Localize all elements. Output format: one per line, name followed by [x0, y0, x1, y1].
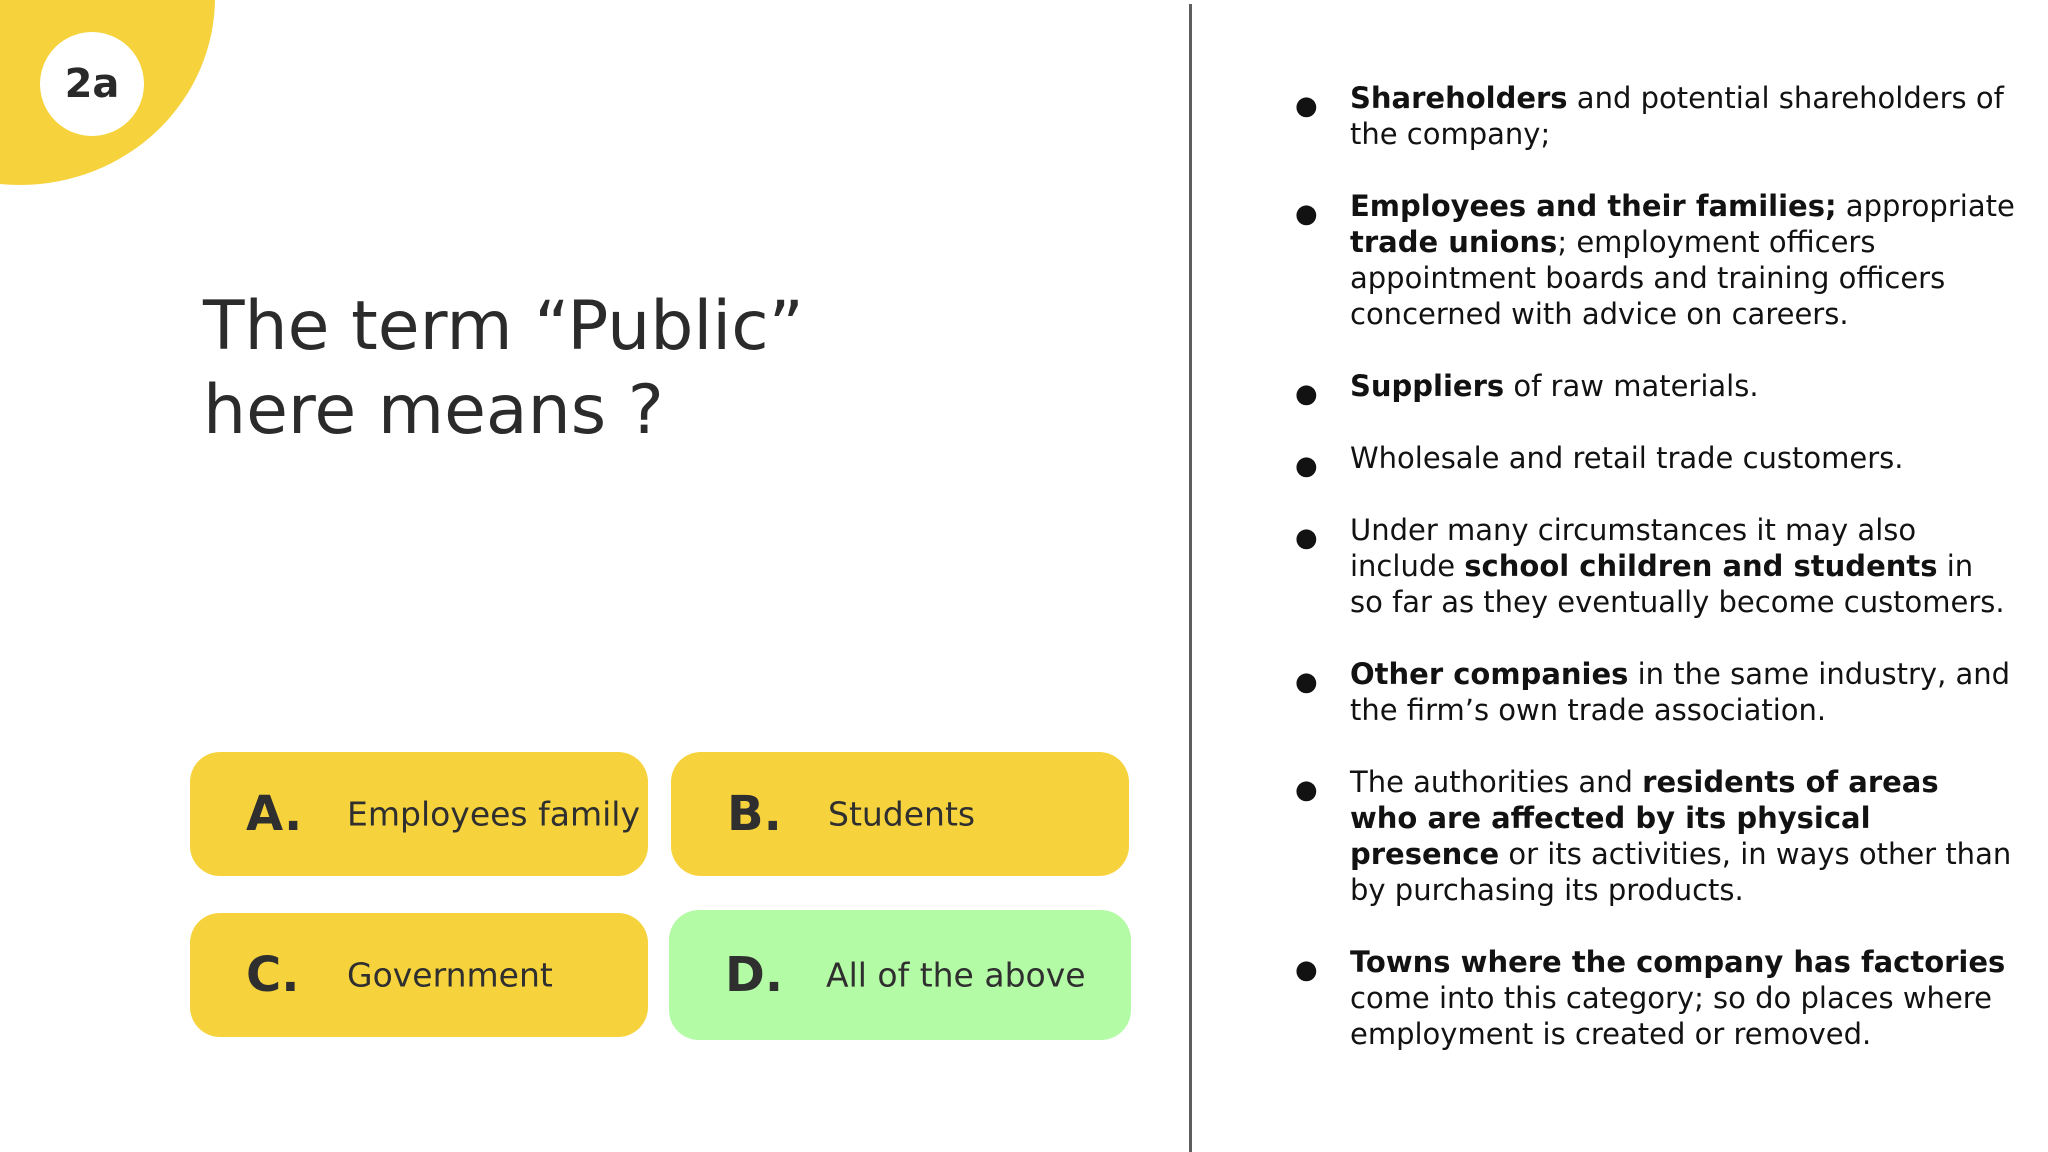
option-label: Employees family — [347, 794, 640, 834]
bullet-icon: ● — [1295, 199, 1318, 229]
option-label: Students — [828, 794, 976, 834]
bullet-text: Under many circumstances it may also include school children and students in so far as they eventually become customers. — [1350, 513, 2005, 619]
list-item — [1295, 188, 2015, 332]
bullet-icon: ● — [1295, 955, 1318, 985]
list-item — [1295, 440, 2015, 481]
option-letter: D. — [725, 947, 784, 1003]
bullet-icon: ● — [1295, 451, 1318, 481]
option-letter: C. — [246, 947, 300, 1003]
option-a-button[interactable] — [190, 752, 648, 876]
bullet-icon: ● — [1295, 667, 1318, 697]
option-letter: A. — [246, 786, 303, 842]
bullet-text: Suppliers of raw materials. — [1350, 369, 1759, 403]
bullet-icon: ● — [1295, 775, 1318, 805]
bullet-text: Employees and their families; appropriate trade unions; employment officers appointment boards and training officers concerned with advice on careers. — [1350, 189, 2015, 331]
option-label: All of the above — [826, 955, 1086, 995]
bullet-text: Wholesale and retail trade customers. — [1350, 441, 1904, 475]
slide-number-badge: 2a — [40, 32, 144, 136]
list-item — [1295, 656, 2015, 728]
bullet-icon: ● — [1295, 91, 1318, 121]
option-letter: B. — [727, 786, 782, 842]
bullet-text: Shareholders and potential shareholders of the company; — [1350, 81, 2004, 151]
bullet-text: Towns where the company has factories come into this category; so do places where employment is created or removed. — [1350, 945, 2006, 1051]
option-label: Government — [347, 955, 553, 995]
list-item — [1295, 368, 2015, 409]
bullet-icon: ● — [1295, 379, 1318, 409]
bullet-text: The authorities and residents of areas who are affected by its physical presence or its activities, in ways other than by purchasing its products. — [1350, 765, 2012, 907]
bullet-icon: ● — [1295, 523, 1318, 553]
option-c-button[interactable] — [190, 913, 648, 1037]
list-item — [1295, 512, 2015, 620]
option-d-button[interactable] — [669, 910, 1131, 1040]
option-b-button[interactable] — [671, 752, 1129, 876]
list-item — [1295, 944, 2015, 1052]
list-item — [1295, 80, 2015, 152]
list-item — [1295, 764, 2015, 908]
bullet-text: Other companies in the same industry, and the firm’s own trade association. — [1350, 657, 2011, 727]
question-text: The term “Public” here means ? — [203, 287, 804, 450]
explanation-list — [1295, 80, 2015, 1052]
vertical-divider — [1189, 4, 1192, 1152]
